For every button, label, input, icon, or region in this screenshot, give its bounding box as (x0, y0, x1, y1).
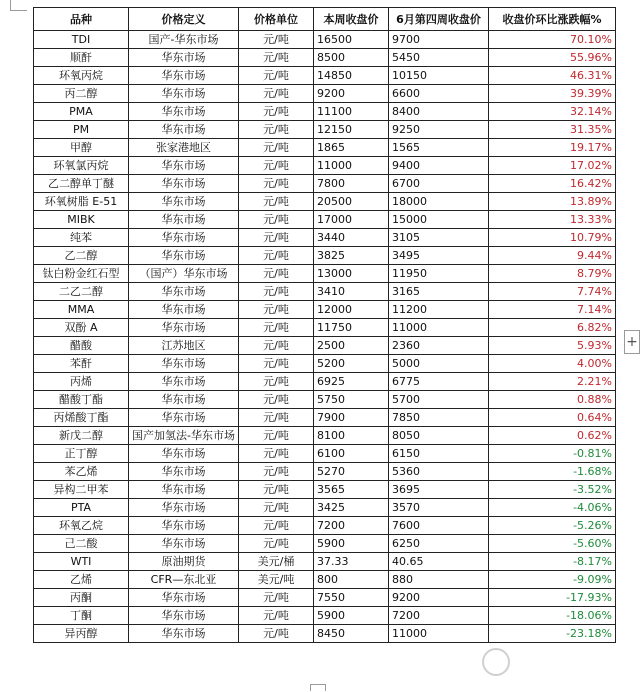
table-row (34, 301, 616, 319)
cell-june-week4-close: 5360 (389, 463, 489, 481)
cell-change-percent: -23.18% (489, 625, 616, 643)
cell-this-week-close: 7900 (314, 409, 389, 427)
cell-price-unit: 元/吨 (239, 373, 314, 391)
table-row (34, 391, 616, 409)
cell-june-week4-close: 6600 (389, 85, 489, 103)
table-row (34, 355, 616, 373)
cell-change-percent: 13.89% (489, 193, 616, 211)
cell-this-week-close: 5200 (314, 355, 389, 373)
cell-price-definition: 华东市场 (129, 85, 239, 103)
cell-this-week-close: 37.33 (314, 553, 389, 571)
cell-price-definition: 华东市场 (129, 481, 239, 499)
cell-change-percent: 17.02% (489, 157, 616, 175)
cell-price-unit: 元/吨 (239, 625, 314, 643)
cell-price-unit: 美元/桶 (239, 553, 314, 571)
table-row (34, 121, 616, 139)
cell-this-week-close: 12150 (314, 121, 389, 139)
table-row (34, 571, 616, 589)
cell-this-week-close: 8100 (314, 427, 389, 445)
cell-price-definition: 华东市场 (129, 463, 239, 481)
cell-change-percent: 0.88% (489, 391, 616, 409)
cell-price-unit: 元/吨 (239, 589, 314, 607)
cell-this-week-close: 5900 (314, 535, 389, 553)
cell-this-week-close: 5900 (314, 607, 389, 625)
cell-june-week4-close: 7200 (389, 607, 489, 625)
table-row (34, 463, 616, 481)
table-row (34, 283, 616, 301)
cell-price-unit: 元/吨 (239, 283, 314, 301)
cell-this-week-close: 12000 (314, 301, 389, 319)
table-row (34, 265, 616, 283)
table-row (34, 373, 616, 391)
header-product: 品种 (34, 8, 129, 31)
cell-this-week-close: 20500 (314, 193, 389, 211)
cell-price-unit: 元/吨 (239, 499, 314, 517)
cell-change-percent: 9.44% (489, 247, 616, 265)
cell-change-percent: -1.68% (489, 463, 616, 481)
table-row (34, 607, 616, 625)
table-row (34, 31, 616, 49)
cell-june-week4-close: 5000 (389, 355, 489, 373)
cell-this-week-close: 3565 (314, 481, 389, 499)
cell-june-week4-close: 7600 (389, 517, 489, 535)
cell-price-unit: 元/吨 (239, 31, 314, 49)
cell-this-week-close: 9200 (314, 85, 389, 103)
cell-this-week-close: 6100 (314, 445, 389, 463)
cell-change-percent: -17.93% (489, 589, 616, 607)
cell-price-definition: 华东市场 (129, 355, 239, 373)
cell-june-week4-close: 11950 (389, 265, 489, 283)
cell-this-week-close: 3440 (314, 229, 389, 247)
cell-price-unit: 元/吨 (239, 427, 314, 445)
cell-price-definition: CFR—东北亚 (129, 571, 239, 589)
cell-price-unit: 元/吨 (239, 391, 314, 409)
table-resize-handle[interactable] (310, 684, 326, 691)
cell-price-unit: 元/吨 (239, 319, 314, 337)
cell-this-week-close: 8500 (314, 49, 389, 67)
cell-product: 二乙二醇 (34, 283, 129, 301)
cell-change-percent: -4.06% (489, 499, 616, 517)
cell-product: MIBK (34, 211, 129, 229)
table-row (34, 409, 616, 427)
cell-price-unit: 元/吨 (239, 445, 314, 463)
cell-this-week-close: 11000 (314, 157, 389, 175)
cell-change-percent: 46.31% (489, 67, 616, 85)
cell-product: PTA (34, 499, 129, 517)
cell-price-definition: 华东市场 (129, 175, 239, 193)
cell-change-percent: 70.10% (489, 31, 616, 49)
cell-june-week4-close: 40.65 (389, 553, 489, 571)
cell-june-week4-close: 15000 (389, 211, 489, 229)
cell-product: 甲醇 (34, 139, 129, 157)
add-row-icon[interactable]: + (624, 330, 640, 354)
cell-price-unit: 元/吨 (239, 193, 314, 211)
table-row (34, 517, 616, 535)
cell-price-unit: 元/吨 (239, 67, 314, 85)
cell-this-week-close: 7200 (314, 517, 389, 535)
header-price-definition: 价格定义 (129, 8, 239, 31)
cell-product: 新戊二醇 (34, 427, 129, 445)
cell-this-week-close: 17000 (314, 211, 389, 229)
cell-this-week-close: 2500 (314, 337, 389, 355)
cell-price-unit: 元/吨 (239, 481, 314, 499)
cell-this-week-close: 3410 (314, 283, 389, 301)
cell-product: 乙二醇 (34, 247, 129, 265)
cell-price-definition: 华东市场 (129, 229, 239, 247)
cell-product: PM (34, 121, 129, 139)
table-row (34, 499, 616, 517)
cell-price-unit: 元/吨 (239, 103, 314, 121)
cell-product: PMA (34, 103, 129, 121)
cell-product: 异构二甲苯 (34, 481, 129, 499)
cell-change-percent: 31.35% (489, 121, 616, 139)
cell-price-definition: 华东市场 (129, 301, 239, 319)
cell-price-unit: 元/吨 (239, 85, 314, 103)
cell-product: 苯酐 (34, 355, 129, 373)
cell-product: MMA (34, 301, 129, 319)
cell-product: 己二酸 (34, 535, 129, 553)
cell-june-week4-close: 6700 (389, 175, 489, 193)
cell-product: 醋酸丁酯 (34, 391, 129, 409)
cell-product: 乙二醇单丁醚 (34, 175, 129, 193)
table-row (34, 445, 616, 463)
table-row (34, 157, 616, 175)
cell-june-week4-close: 7850 (389, 409, 489, 427)
cell-price-definition: 张家港地区 (129, 139, 239, 157)
header-june-week4-close: 6月第四周收盘价 (389, 8, 489, 31)
table-row (34, 589, 616, 607)
cell-product: 顺酐 (34, 49, 129, 67)
cell-this-week-close: 3425 (314, 499, 389, 517)
cell-price-definition: 华东市场 (129, 409, 239, 427)
cell-change-percent: 0.62% (489, 427, 616, 445)
cell-june-week4-close: 11000 (389, 319, 489, 337)
cell-price-unit: 元/吨 (239, 175, 314, 193)
cell-this-week-close: 8450 (314, 625, 389, 643)
cell-price-definition: 国产-华东市场 (129, 31, 239, 49)
cell-price-definition: 华东市场 (129, 625, 239, 643)
cell-product: 环氧乙烷 (34, 517, 129, 535)
cell-price-definition: 华东市场 (129, 373, 239, 391)
cell-product: TDI (34, 31, 129, 49)
table-row (34, 229, 616, 247)
cell-price-definition: 原油期货 (129, 553, 239, 571)
cell-june-week4-close: 5450 (389, 49, 489, 67)
cell-june-week4-close: 5700 (389, 391, 489, 409)
cell-change-percent: 7.14% (489, 301, 616, 319)
cell-june-week4-close: 8050 (389, 427, 489, 445)
cell-this-week-close: 5750 (314, 391, 389, 409)
cell-price-definition: 华东市场 (129, 517, 239, 535)
cell-price-unit: 元/吨 (239, 247, 314, 265)
cell-price-definition: 华东市场 (129, 157, 239, 175)
cell-product: 丙烯 (34, 373, 129, 391)
cell-change-percent: -5.60% (489, 535, 616, 553)
cell-june-week4-close: 6775 (389, 373, 489, 391)
cell-this-week-close: 14850 (314, 67, 389, 85)
cell-price-definition: 华东市场 (129, 535, 239, 553)
cell-change-percent: 13.33% (489, 211, 616, 229)
cell-this-week-close: 11750 (314, 319, 389, 337)
cell-price-unit: 元/吨 (239, 49, 314, 67)
cell-price-definition: 华东市场 (129, 607, 239, 625)
cell-june-week4-close: 6250 (389, 535, 489, 553)
cell-product: 苯乙烯 (34, 463, 129, 481)
cell-price-definition: （国产）华东市场 (129, 265, 239, 283)
table-row (34, 193, 616, 211)
table-header-row (34, 8, 616, 31)
cell-this-week-close: 5270 (314, 463, 389, 481)
cell-change-percent: 6.82% (489, 319, 616, 337)
cell-change-percent: 19.17% (489, 139, 616, 157)
table-row (34, 211, 616, 229)
cell-this-week-close: 1865 (314, 139, 389, 157)
cell-june-week4-close: 3570 (389, 499, 489, 517)
cell-product: 醋酸 (34, 337, 129, 355)
cell-price-unit: 元/吨 (239, 409, 314, 427)
cell-price-unit: 元/吨 (239, 535, 314, 553)
cell-price-definition: 华东市场 (129, 499, 239, 517)
cell-product: 丙二醇 (34, 85, 129, 103)
cell-price-definition: 华东市场 (129, 103, 239, 121)
cell-price-unit: 元/吨 (239, 463, 314, 481)
cell-june-week4-close: 9200 (389, 589, 489, 607)
cell-june-week4-close: 3105 (389, 229, 489, 247)
cell-product: 丁酮 (34, 607, 129, 625)
cell-product: 丙酮 (34, 589, 129, 607)
cell-price-definition: 华东市场 (129, 121, 239, 139)
cell-price-definition: 华东市场 (129, 211, 239, 229)
header-change-percent: 收盘价环比涨跌幅% (489, 8, 616, 31)
cell-product: 异丙醇 (34, 625, 129, 643)
cell-price-unit: 元/吨 (239, 157, 314, 175)
cell-price-definition: 华东市场 (129, 49, 239, 67)
cell-price-unit: 元/吨 (239, 517, 314, 535)
table-row (34, 553, 616, 571)
cell-this-week-close: 13000 (314, 265, 389, 283)
cell-price-definition: 华东市场 (129, 445, 239, 463)
cell-change-percent: -3.52% (489, 481, 616, 499)
cell-price-definition: 国产加氢法-华东市场 (129, 427, 239, 445)
cell-price-definition: 华东市场 (129, 589, 239, 607)
cell-this-week-close: 800 (314, 571, 389, 589)
cell-price-unit: 元/吨 (239, 229, 314, 247)
cell-change-percent: 39.39% (489, 85, 616, 103)
cell-price-unit: 元/吨 (239, 121, 314, 139)
cell-product: 乙烯 (34, 571, 129, 589)
cell-price-unit: 元/吨 (239, 139, 314, 157)
cell-product: 环氧丙烷 (34, 67, 129, 85)
cell-june-week4-close: 18000 (389, 193, 489, 211)
cell-change-percent: 32.14% (489, 103, 616, 121)
cell-change-percent: 16.42% (489, 175, 616, 193)
cell-change-percent: 7.74% (489, 283, 616, 301)
cell-june-week4-close: 2360 (389, 337, 489, 355)
table-row (34, 337, 616, 355)
cell-change-percent: 8.79% (489, 265, 616, 283)
cell-price-definition: 华东市场 (129, 283, 239, 301)
cell-price-unit: 元/吨 (239, 211, 314, 229)
cell-change-percent: -0.81% (489, 445, 616, 463)
table-body (34, 31, 616, 643)
cell-product: 纯苯 (34, 229, 129, 247)
cell-june-week4-close: 1565 (389, 139, 489, 157)
cell-product: 钛白粉金红石型 (34, 265, 129, 283)
header-price-unit: 价格单位 (239, 8, 314, 31)
cell-june-week4-close: 6150 (389, 445, 489, 463)
cell-product: 正丁醇 (34, 445, 129, 463)
price-change-table (33, 7, 616, 643)
cell-product: 双酚 A (34, 319, 129, 337)
watermark-ring-icon (482, 648, 510, 676)
cell-price-unit: 元/吨 (239, 301, 314, 319)
cell-change-percent: -9.09% (489, 571, 616, 589)
table-row (34, 535, 616, 553)
watermark-logo (482, 638, 632, 682)
table-row (34, 319, 616, 337)
cell-june-week4-close: 10150 (389, 67, 489, 85)
cell-change-percent: 4.00% (489, 355, 616, 373)
cell-this-week-close: 16500 (314, 31, 389, 49)
cell-this-week-close: 7550 (314, 589, 389, 607)
cell-price-definition: 华东市场 (129, 247, 239, 265)
cell-price-definition: 华东市场 (129, 391, 239, 409)
cell-june-week4-close: 880 (389, 571, 489, 589)
cell-june-week4-close: 3495 (389, 247, 489, 265)
cell-june-week4-close: 11200 (389, 301, 489, 319)
cell-change-percent: 10.79% (489, 229, 616, 247)
cell-change-percent: -5.26% (489, 517, 616, 535)
cell-this-week-close: 7800 (314, 175, 389, 193)
cell-price-definition: 华东市场 (129, 319, 239, 337)
page-corner-marker (10, 0, 27, 11)
table-row (34, 139, 616, 157)
cell-price-unit: 元/吨 (239, 265, 314, 283)
cell-june-week4-close: 11000 (389, 625, 489, 643)
table-row (34, 103, 616, 121)
table-row (34, 67, 616, 85)
cell-this-week-close: 3825 (314, 247, 389, 265)
cell-price-unit: 元/吨 (239, 607, 314, 625)
cell-change-percent: 5.93% (489, 337, 616, 355)
cell-price-definition: 华东市场 (129, 67, 239, 85)
cell-price-unit: 元/吨 (239, 355, 314, 373)
cell-change-percent: -8.17% (489, 553, 616, 571)
table-row (34, 175, 616, 193)
cell-price-unit: 元/吨 (239, 337, 314, 355)
cell-price-definition: 华东市场 (129, 193, 239, 211)
cell-june-week4-close: 8400 (389, 103, 489, 121)
cell-product: 环氧树脂 E-51 (34, 193, 129, 211)
cell-price-definition: 江苏地区 (129, 337, 239, 355)
table-row (34, 49, 616, 67)
cell-product: WTI (34, 553, 129, 571)
cell-this-week-close: 6925 (314, 373, 389, 391)
cell-this-week-close: 11100 (314, 103, 389, 121)
cell-june-week4-close: 9400 (389, 157, 489, 175)
cell-june-week4-close: 9700 (389, 31, 489, 49)
cell-product: 丙烯酸丁酯 (34, 409, 129, 427)
table-row (34, 247, 616, 265)
table-row (34, 85, 616, 103)
cell-change-percent: 55.96% (489, 49, 616, 67)
cell-change-percent: 2.21% (489, 373, 616, 391)
cell-june-week4-close: 3695 (389, 481, 489, 499)
cell-change-percent: 0.64% (489, 409, 616, 427)
cell-product: 环氧氯丙烷 (34, 157, 129, 175)
cell-june-week4-close: 3165 (389, 283, 489, 301)
table-row (34, 427, 616, 445)
table-row (34, 481, 616, 499)
header-this-week-close: 本周收盘价 (314, 8, 389, 31)
cell-june-week4-close: 9250 (389, 121, 489, 139)
cell-change-percent: -18.06% (489, 607, 616, 625)
cell-price-unit: 美元/吨 (239, 571, 314, 589)
